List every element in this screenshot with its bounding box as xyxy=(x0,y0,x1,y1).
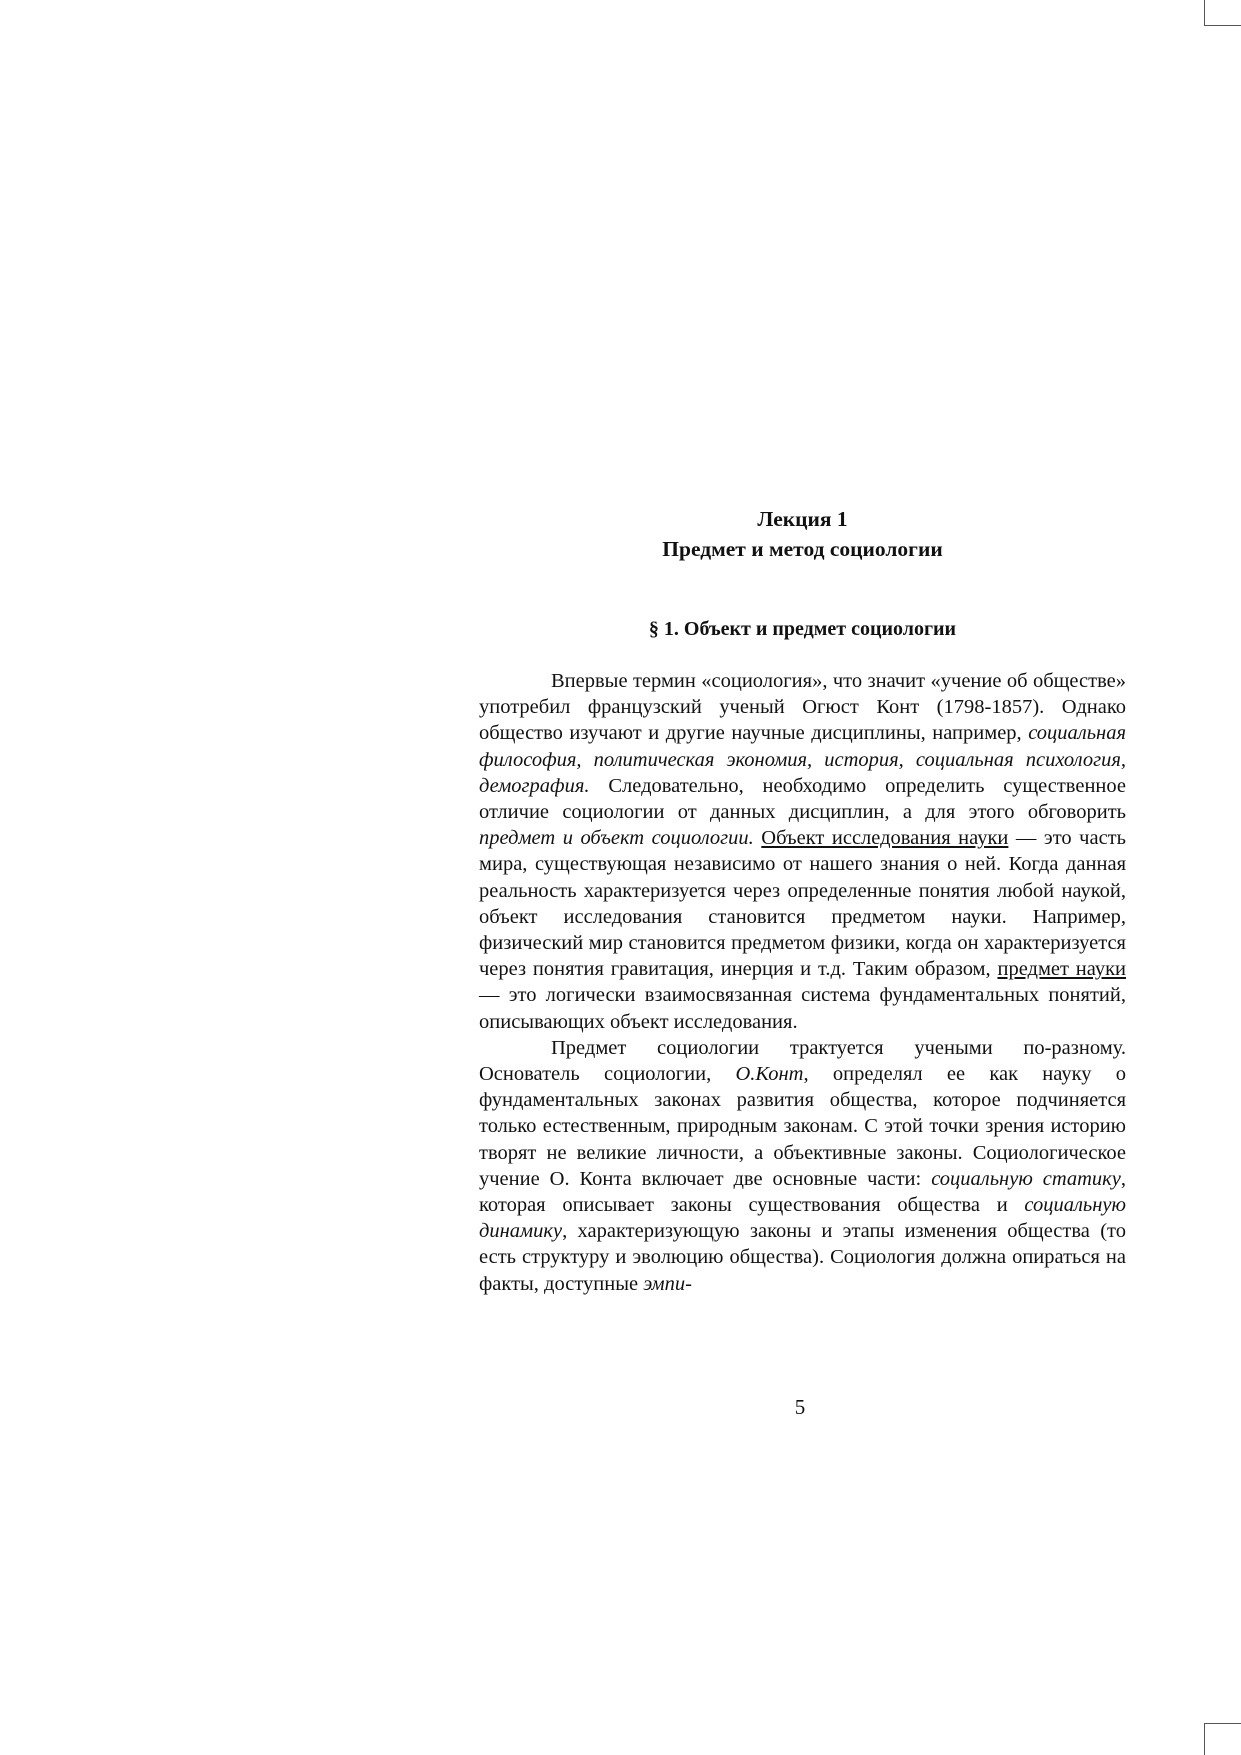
name-o-comte-italic: О.Конт xyxy=(735,1063,804,1086)
lecture-number: Лекция 1 xyxy=(757,507,848,531)
paragraph-1 xyxy=(479,668,1126,1035)
crop-mark-bottom-right-vertical xyxy=(1204,1723,1205,1755)
paragraph-2-text: Предмет социологии трактуется учеными по-разному. Основатель социологии, xyxy=(479,1036,1126,1086)
paragraph-1-text: Впервые термин «социология», что значит «учение об обществе» употребил французский ученый Огюст Конт (1798-1857). Однако общество изучают и другие научные дисциплины, например, xyxy=(479,670,1126,745)
paragraph-1-disciplines-italic: социальная философия, политическая экономия, история, социальная психология, демография. xyxy=(479,722,1126,797)
lecture-title-block xyxy=(480,504,1125,564)
body-text xyxy=(479,668,1126,1297)
crop-mark-top-right-vertical xyxy=(1204,0,1205,26)
paragraph-1-text: — это логически взаимосвязанная система фундаментальных понятий, описывающих объект исследования. xyxy=(479,984,1126,1033)
term-social-dynamics-italic: социальную динамику xyxy=(479,1194,1126,1243)
paragraph-2-text: , определял ее как науку о фундаментальных законах развития общества, которое подчиняется только естественным, природным законам. С этой точки зрения историю творят не великие личности, а объективные законы. Социологическое учение О. Конта включает две основные части: xyxy=(479,1063,1127,1190)
term-object-of-research: Объект исследования науки xyxy=(761,827,1009,850)
paragraph-2-text: , характеризующую законы и этапы изменения общества (то есть структуру и эволюцию общества). Социология должна опираться на факты, доступные xyxy=(479,1220,1126,1295)
term-social-statics-italic: социальную статику xyxy=(931,1167,1121,1190)
paragraph-1-text: — это часть мира, существующая независимо от нашего знания о ней. Когда данная реальность характеризуется через определенные понятия любой наукой, объект исследования становится предметом науки. Например, физический мир становится предметом физики, когда он характеризуется через понятия гравитация, инерция и т.д. Таким образом, xyxy=(479,827,1126,981)
term-subject-of-science: предмет науки xyxy=(997,958,1126,981)
word-empirical-italic: эмпи- xyxy=(643,1272,692,1295)
paragraph-2 xyxy=(479,1035,1126,1297)
paragraph-2-text: , которая описывает законы существования общества и xyxy=(479,1167,1126,1217)
crop-mark-bottom-right-horizontal xyxy=(1204,1723,1241,1724)
paragraph-1-subject-object-italic: предмет и объект социологии. xyxy=(479,827,754,850)
section-heading: § 1. Объект и предмет социологии xyxy=(648,618,957,640)
lecture-title: Предмет и метод социологии xyxy=(662,537,943,561)
page-number: 5 xyxy=(794,1395,806,1419)
crop-mark-top-right-horizontal xyxy=(1204,25,1241,26)
paragraph-1-text: Следовательно, необходимо определить существенное отличие социологии от данных дисциплин, а для этого обговорить xyxy=(479,774,1126,824)
